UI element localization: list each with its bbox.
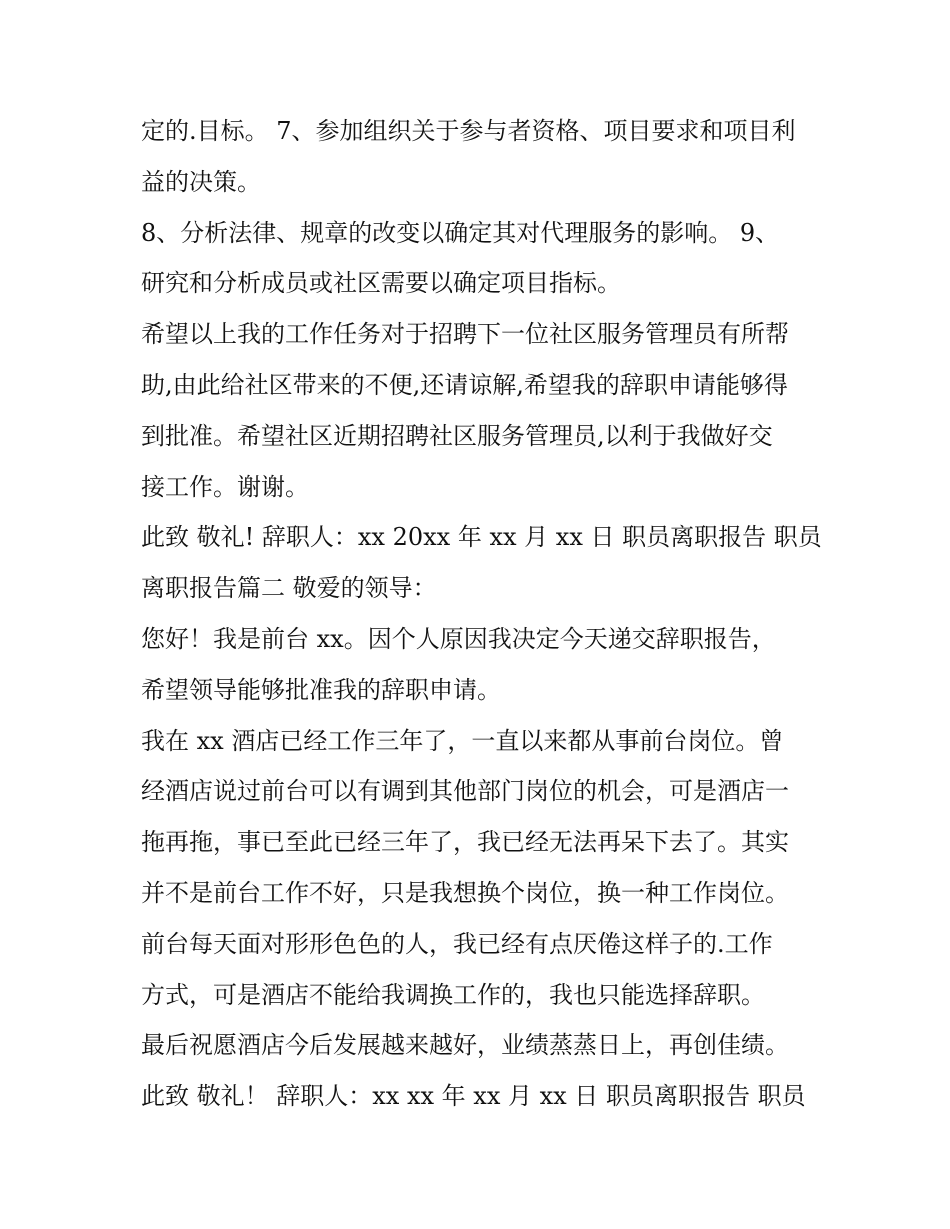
text-line: 8、分析法律、规章的改变以确定其对代理服务的影响。 9、 <box>141 218 780 247</box>
text-line: 您好！我是前台 xx。因个人原因我决定今天递交辞职报告， <box>141 624 776 653</box>
text-line: 定的.目标。 7、参加组织关于参与者资格、项目要求和项目利 <box>141 117 796 145</box>
text-line: 到批准。希望社区近期招聘社区服务管理员,以利于我做好交 <box>141 421 773 450</box>
text-line: 离职报告篇二 敬爱的领导： <box>141 574 437 603</box>
text-line: 希望以上我的工作任务对于招聘下一位社区服务管理员有所帮 <box>141 320 789 349</box>
text-line: 并不是前台工作不好，只是我想换个岗位，换一种工作岗位。 <box>141 878 789 907</box>
text-line: 益的决策。 <box>141 167 261 196</box>
text-line: 助,由此给社区带来的不便,还请谅解,希望我的辞职申请能够得 <box>141 370 788 399</box>
text-line: 经酒店说过前台可以有调到其他部门岗位的机会，可是酒店一 <box>141 777 789 806</box>
text-line: 研究和分析成员或社区需要以确定项目指标。 <box>141 269 621 298</box>
text-line: 拖再拖，事已至此已经三年了，我已经无法再呆下去了。其实 <box>141 828 789 857</box>
text-line: 最后祝愿酒店今后发展越来越好，业绩蒸蒸日上，再创佳绩。 <box>141 1031 789 1060</box>
text-line: 此致 敬礼! 辞职人：xx 20xx 年 xx 月 xx 日 职员离职报告 职员 <box>141 523 822 552</box>
text-line: 此致 敬礼！ 辞职人：xx xx 年 xx 月 xx 日 职员离职报告 职员 <box>141 1082 806 1111</box>
text-line: 希望领导能够批准我的辞职申请。 <box>141 675 501 704</box>
document-body <box>141 106 821 1122</box>
text-line: 前台每天面对形形色色的人，我已经有点厌倦这样子的.工作 <box>141 929 773 958</box>
text-line: 接工作。谢谢。 <box>141 472 309 501</box>
text-line: 我在 xx 酒店已经工作三年了，一直以来都从事前台岗位。曾 <box>141 726 784 755</box>
text-line: 方式，可是酒店不能给我调换工作的，我也只能选择辞职。 <box>141 980 765 1009</box>
